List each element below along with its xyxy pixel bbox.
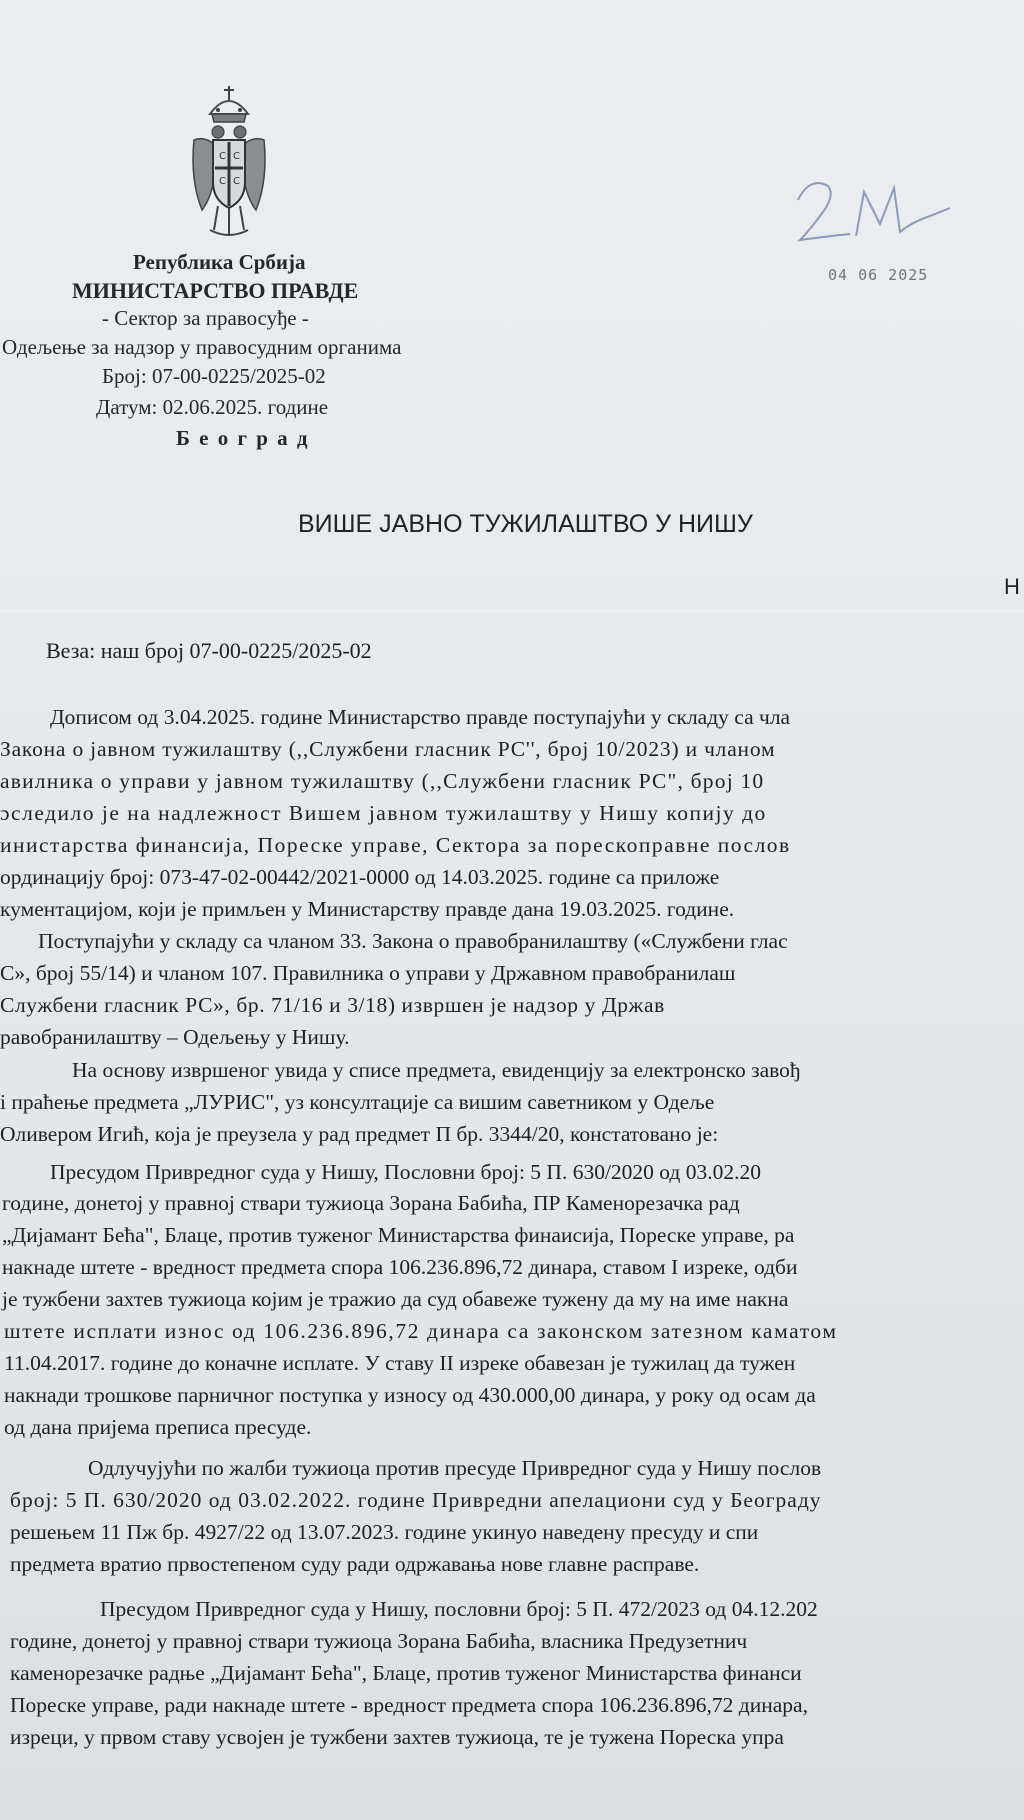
body-line: Пореске управе, ради накнаде штете - вредност предмета спора 106.236.896,72 динара, [10,1693,808,1717]
document-date: Датум: 02.06.2025. године [96,395,329,419]
body-line: Дописом од 3.04.2025. године Министарство правде поступајући у складу са чла [50,705,791,729]
body-line: решењем 11 Пж бр. 4927/22 од 13.07.2023. године укинуо наведену пресуду и спи [10,1520,759,1544]
body-line: накнаде штете - вредност предмета спора 106.236.896,72 динара, ставом I изреке, одби [2,1255,798,1279]
body-line: Службени гласник РС», бр. 71/16 и 3/18) извршен је надзор у Држав [0,993,665,1017]
body-line: 11.04.2017. године до коначне исплате. У ставу II изреке обавезан је тужилац да тужен [4,1351,796,1375]
svg-text:C: C [233,151,240,162]
body-line: је тужбени захтев тужиоца којим је тражио да суд обавеже тужену да му на име накна [2,1287,789,1311]
coat-of-arms-icon [188,80,270,240]
body-line: равобранилаштву – Одељењу у Нишу. [0,1025,350,1049]
republic-label: Република Србија [133,250,306,274]
body-line: Пресудом Привредног суда у Нишу, пословни број: 5 П. 472/2023 од 04.12.202 [100,1597,818,1621]
body-line: Оливером Игић, која је преузела у рад предмет П бр. 3344/20, констатовано је: [0,1122,719,1146]
body-line: „Дијамант Бећа", Блаце, против туженог Министарства финаисија, Пореске управе, ра [2,1223,795,1247]
body-line: инистарства финансија, Пореске управе, Сектора за порескоправне послов [0,833,791,857]
body-line: кументацијом, који је примљен у Министарству правде дана 19.03.2025. године. [0,897,735,921]
body-line: ɔследило је на надлежност Вишем јавном тужилаштву у Нишу копију до [0,801,767,825]
handwritten-initials-icon [790,170,960,250]
department-label: Одељење за надзор у правосудним органима [2,335,402,359]
ministry-name: МИНИСТАРСТВО ПРАВДЕ [72,278,359,303]
sector-label: - Сектор за правосуђе - [102,306,309,330]
body-line: Поступајући у складу са чланом 33. Закона о правобранилаштву («Службени глас [38,929,788,953]
body-line: године, донетој у правној ствари тужиоца Зорана Бабића, ПР Каменорезачка рад [2,1191,740,1215]
body-line: Пресудом Привредног суда у Нишу, Пословни број: 5 П. 630/2020 од 03.02.20 [50,1160,762,1184]
body-line: С», број 55/14) и чланом 107. Правилника о управи у Државном правобранилаш [0,961,736,985]
body-line: године, донетој у правној ствари тужиоца Зорана Бабића, власника Предузетнич [10,1629,748,1653]
body-line: штете исплати износ од 106.236.896,72 динара са законском затезном каматом [4,1319,838,1343]
body-line: каменорезачке радње „Дијамант Бећа", Блаце, против туженог Министарства финанси [10,1661,802,1685]
body-line: і праћење предмета „ЛУРИС", уз консултације са вишим саветником у Одеље [0,1090,715,1114]
reference-line: Веза: наш број 07-00-0225/2025-02 [46,638,372,663]
addressee-fragment: Н [1004,574,1020,599]
body-line: Закона о јавном тужилаштву (,,Службени гласник РС'', број 10/2023) и чланом [0,737,776,761]
body-line: На основу извршеног увида у списе предмета, евиденцију за електронско завођ [72,1058,801,1082]
body-line: број: 5 П. 630/2020 од 03.02.2022. године Привредни апелациони суд у Београду [10,1488,822,1512]
document-number: Број: 07-00-0225/2025-02 [102,364,326,388]
city-label: Б е о г р а д [176,426,310,450]
svg-text:C: C [219,176,226,187]
body-line: Одлучујући по жалби тужиоца против пресуде Привредног суда у Нишу послов [88,1456,822,1480]
body-line: авилника о управи у јавном тужилаштву (,,Службени гласник РС", број 10 [0,769,765,793]
addressee-title: ВИШЕ ЈАВНО ТУЖИЛАШТВО У НИШУ [298,510,753,538]
paper-fold [0,610,1024,612]
received-stamp-date: 04 06 2025 [828,266,929,284]
svg-text:C: C [219,151,226,162]
body-line: предмета вратио првостепеном суду ради одржавања нове главне расправе. [10,1552,700,1576]
body-line: изреци, у првом ставу усвојен је тужбени захтев тужиоца, те је тужена Пореска упра [10,1725,784,1749]
body-line: накнади трошкове парничног поступка у износу од 430.000,00 динара, у року од осам да [4,1383,816,1407]
svg-text:C: C [233,176,240,187]
body-line: ординацију број: 073-47-02-00442/2021-0000 од 14.03.2025. године са приложе [0,865,720,889]
body-line: од дана пријема преписа пресуде. [4,1415,312,1439]
